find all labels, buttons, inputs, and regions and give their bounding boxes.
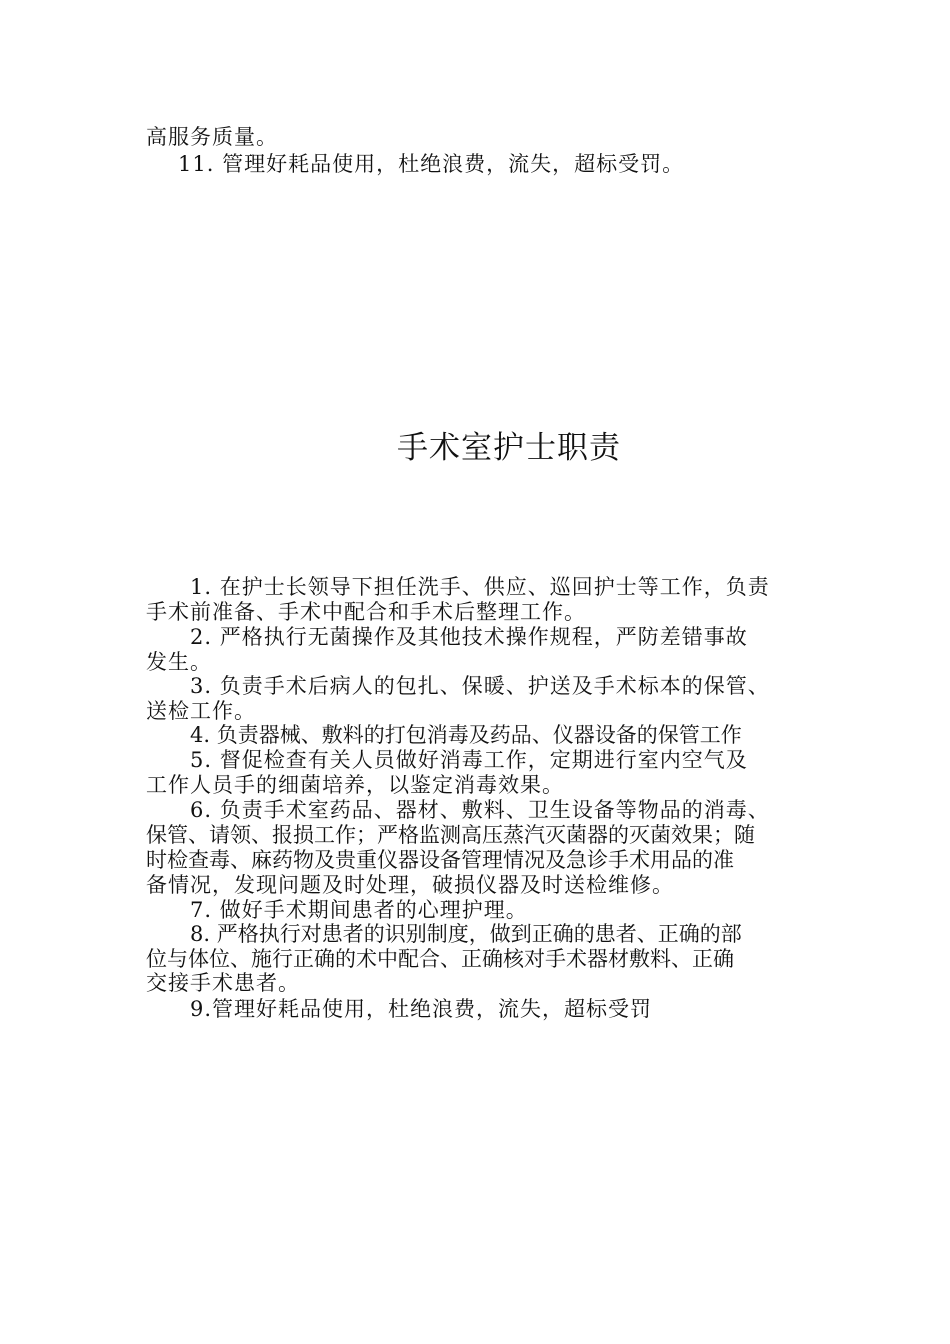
- duty-item-1-line-2: 手术前准备、手术中配合和手术后整理工作。: [146, 600, 586, 624]
- duty-item-9-line-1: 9.管理好耗品使用，杜绝浪费，流失，超标受罚: [190, 997, 653, 1021]
- duty-item-3-line-2: 送检工作。: [146, 699, 256, 723]
- duty-item-8-line-1: 8. 严格执行对患者的识别制度，做到正确的患者、正确的部: [190, 922, 742, 946]
- duty-item-5-line-1: 5. 督促检查有关人员做好消毒工作，定期进行室内空气及: [190, 748, 748, 772]
- duty-item-2-line-2: 发生。: [146, 650, 212, 674]
- duty-item-6-line-1: 6. 负责手术室药品、器材、敷料、卫生设备等物品的消毒、: [190, 798, 770, 822]
- duty-item-4-line-1: 4. 负责器械、敷料的打包消毒及药品、仪器设备的保管工作: [190, 723, 742, 747]
- duty-item-8-line-2: 位与体位、施行正确的术中配合、正确核对手术器材敷料、正确: [146, 947, 734, 971]
- duty-item-2-line-1: 2. 严格执行无菌操作及其他技术操作规程，严防差错事故: [190, 625, 748, 649]
- duty-item-7-line-1: 7. 做好手术期间患者的心理护理。: [190, 898, 528, 922]
- continuation-text: 高服务质量。: [146, 125, 278, 149]
- duty-item-3-line-1: 3. 负责手术后病人的包扎、保暖、护送及手术标本的保管、: [190, 674, 770, 698]
- duty-item-11: 11. 管理好耗品使用，杜绝浪费，流失，超标受罚。: [178, 152, 685, 176]
- duty-item-6-line-2: 保管、请领、报损工作；严格监测高压蒸汽灭菌器的灭菌效果；随: [146, 823, 755, 847]
- page-title: 手术室护士职责: [397, 430, 621, 466]
- duty-item-6-line-4: 备情况，发现问题及时处理，破损仪器及时送检维修。: [146, 873, 674, 897]
- duty-item-6-line-3: 时检查毒、麻药物及贵重仪器设备管理情况及急诊手术用品的准: [146, 848, 734, 872]
- duty-item-8-line-3: 交接手术患者。: [146, 971, 300, 995]
- duty-item-5-line-2: 工作人员手的细菌培养，以鉴定消毒效果。: [146, 773, 564, 797]
- duty-item-1-line-1: 1. 在护士长领导下担任洗手、供应、巡回护士等工作，负责: [190, 575, 770, 599]
